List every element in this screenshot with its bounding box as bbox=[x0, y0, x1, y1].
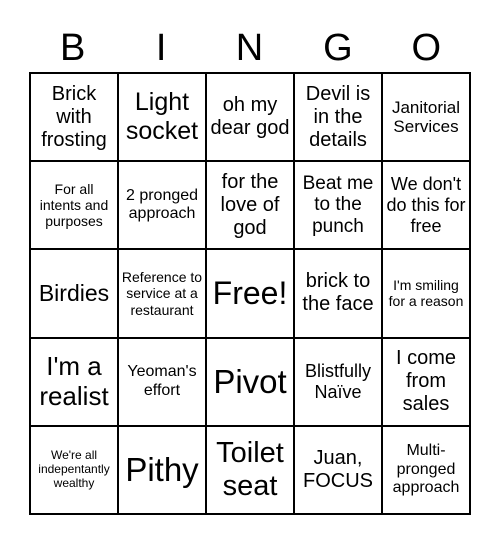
bingo-header bbox=[29, 24, 471, 72]
header-letter-i: I bbox=[155, 27, 168, 69]
bingo-cell-text: for the love of god bbox=[220, 170, 280, 239]
bingo-cell[interactable] bbox=[206, 161, 294, 249]
bingo-cell[interactable] bbox=[118, 161, 206, 249]
bingo-cell-text: Free! bbox=[212, 275, 288, 312]
bingo-cell[interactable] bbox=[30, 426, 118, 514]
bingo-cell-text: Multi-pronged approach bbox=[392, 442, 460, 497]
bingo-cell-text: brick to the face bbox=[302, 270, 374, 316]
bingo-cell-text: Janitorial Services bbox=[391, 97, 461, 137]
bingo-cell-text: Beat me to the punch bbox=[302, 172, 374, 238]
bingo-cell[interactable] bbox=[206, 249, 294, 337]
bingo-cell-text: We're all indepentantly wealthy bbox=[38, 448, 110, 490]
bingo-cell-text: Blistfully Naïve bbox=[304, 361, 371, 402]
bingo-cell-text: oh my dear god bbox=[210, 94, 290, 140]
bingo-grid bbox=[29, 72, 471, 515]
bingo-cell[interactable] bbox=[382, 338, 470, 426]
bingo-cell-text: Brick with frosting bbox=[41, 82, 107, 151]
bingo-cell[interactable] bbox=[206, 338, 294, 426]
bingo-cell[interactable] bbox=[118, 338, 206, 426]
bingo-cell[interactable] bbox=[206, 73, 294, 161]
bingo-cell[interactable] bbox=[294, 338, 382, 426]
bingo-cell[interactable] bbox=[30, 73, 118, 161]
bingo-cell-text: For all intents and purposes bbox=[39, 181, 109, 230]
bingo-cell-text: Pithy bbox=[125, 450, 199, 488]
bingo-cell-text: Reference to service at a restaurant bbox=[121, 269, 203, 318]
bingo-cell-text: I'm smiling for a reason bbox=[388, 277, 464, 310]
bingo-cell[interactable] bbox=[294, 73, 382, 161]
bingo-cell-text: Juan, FOCUS bbox=[303, 446, 373, 492]
bingo-cell[interactable] bbox=[206, 426, 294, 514]
bingo-cell-text: Toilet seat bbox=[216, 436, 284, 502]
bingo-cell[interactable] bbox=[382, 73, 470, 161]
bingo-cell[interactable] bbox=[118, 249, 206, 337]
header-letter-n: N bbox=[235, 27, 265, 69]
header-letter-o: O bbox=[411, 27, 443, 69]
bingo-cell[interactable] bbox=[382, 426, 470, 514]
bingo-cell[interactable] bbox=[118, 73, 206, 161]
bingo-cell-text: Birdies bbox=[38, 280, 110, 307]
bingo-cell-text: I'm a realist bbox=[39, 350, 109, 411]
bingo-cell[interactable] bbox=[30, 249, 118, 337]
header-letter-b: B bbox=[60, 27, 87, 69]
bingo-cell[interactable] bbox=[294, 426, 382, 514]
bingo-cell[interactable] bbox=[30, 338, 118, 426]
bingo-cell[interactable] bbox=[382, 161, 470, 249]
bingo-cell[interactable] bbox=[294, 249, 382, 337]
header-letter-g: G bbox=[323, 27, 354, 69]
bingo-cell[interactable] bbox=[382, 249, 470, 337]
bingo-cell-text: 2 pronged approach bbox=[125, 186, 199, 223]
bingo-cell-text: Light socket bbox=[125, 88, 199, 146]
bingo-cell-text: I come from sales bbox=[395, 347, 457, 416]
bingo-cell[interactable] bbox=[118, 426, 206, 514]
bingo-cell[interactable] bbox=[30, 161, 118, 249]
bingo-cell-text: Devil is in the details bbox=[305, 82, 371, 151]
bingo-cell-text: Pivot bbox=[213, 362, 287, 400]
bingo-cell-text: Yeoman's effort bbox=[127, 363, 197, 399]
bingo-cell-text: We don't do this for free bbox=[386, 174, 466, 236]
bingo-cell[interactable] bbox=[294, 161, 382, 249]
